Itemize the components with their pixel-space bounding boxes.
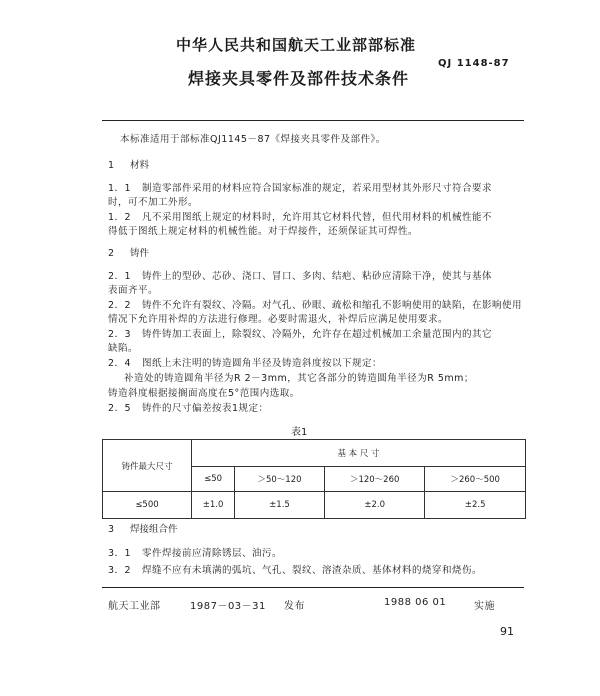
section-3-title: 焊接组合件 [130, 524, 178, 535]
clause-2-3-line-1: 铸件铸加工表面上，除裂纹、冷隔外，允许存在超过机械加工余量范围内的其它 [142, 329, 493, 340]
table-group-header: 基 本 尺 寸 [192, 440, 526, 467]
clause-2-1-line-2: 表面齐平。 [108, 285, 159, 296]
clause-1-1-line-1: 制造零部件采用的材料应符合国家标准的规定，若采用型材其外形尺寸符合要求 [142, 183, 493, 194]
clause-2-3-line-2: 缺陷。 [108, 343, 139, 354]
section-3-heading [108, 521, 178, 535]
table-col-header: ≤50 [192, 467, 235, 492]
section-3-number: 3 [108, 524, 115, 535]
table-row [103, 492, 526, 519]
clause-3-2 [108, 562, 482, 576]
clause-1-2-line-2: 得低于图纸上规定材料的机械性能。对于焊接件，还须保证其可焊性。 [108, 226, 419, 237]
clause-1-2-line-1: 凡不采用图纸上规定的材料时，允许用其它材料代替，但代用材料的机械性能不 [142, 212, 493, 223]
footer-issue-date: 1987－03－31 [190, 601, 266, 612]
section-1-heading [108, 157, 149, 171]
clause-2-5-number: 2．5 [108, 403, 132, 414]
section-2-number: 2 [108, 248, 115, 259]
table-col-header: ＞260～500 [425, 467, 526, 492]
clause-1-2-number: 1．2 [108, 212, 132, 223]
clause-2-3-number: 2．3 [108, 329, 132, 340]
clause-2-5 [108, 400, 269, 414]
clause-2-3 [108, 326, 492, 340]
clause-2-1-number: 2．1 [108, 271, 132, 282]
clause-2-5-text: 铸件的尺寸偏差按表1规定： [142, 403, 269, 414]
clause-2-2-line-1: 铸件不允许有裂纹、冷隔。对气孔、砂眼、疏松和缩孔不影响使用的缺陷，在影响使用 [142, 300, 523, 311]
clause-2-4-extra-2: 铸造斜度根据接搁面高度在5°范围内选取。 [108, 388, 300, 399]
footer-issue-label: 发布 [284, 601, 305, 612]
section-1-number: 1 [108, 160, 115, 171]
table-col-header: ＞120～260 [324, 467, 425, 492]
clause-1-1-line-2: 时，可不加工外形。 [108, 197, 199, 208]
tolerance-table [102, 439, 526, 519]
clause-1-2 [108, 209, 492, 223]
standard-code: QJ 1148-87 [438, 58, 510, 69]
clause-2-4-number: 2．4 [108, 358, 132, 369]
section-2-heading [108, 245, 149, 259]
clause-1-1-number: 1．1 [108, 183, 132, 194]
clause-3-1 [108, 545, 282, 559]
intro-paragraph: 本标准适用于部标准QJ1145－87《焊接夹具零件及部件》。 [120, 134, 386, 145]
clause-3-2-number: 3．2 [108, 565, 132, 576]
clause-1-1 [108, 180, 492, 194]
header-rule [102, 120, 524, 121]
section-1-title: 材料 [130, 160, 150, 171]
table-cell: ±1.5 [235, 492, 325, 519]
table-col-header: ＞50～120 [235, 467, 325, 492]
clause-3-1-line-1: 零件焊接前应清除锈层、油污。 [142, 548, 283, 559]
clause-2-4-line-1: 图纸上未注明的铸造圆角半径及铸造斜度按以下规定： [142, 358, 383, 369]
clause-2-4-extra-1: 补造处的铸造圆角半径为R 2－3mm，其它各部分的铸造圆角半径为R 5mm； [124, 373, 474, 384]
table-corner-label: 铸件最大尺寸 [103, 440, 192, 492]
clause-2-1-line-1: 铸件上的型砂、芯砂、浇口、冒口、多肉、结疤、粘砂应清除干净，使其与基体 [142, 271, 493, 282]
footer-rule [102, 587, 524, 588]
table-cell: ±2.5 [425, 492, 526, 519]
table-cell: ±1.0 [192, 492, 235, 519]
clause-2-2 [108, 297, 522, 311]
footer-impl-date: 1988 06 01 [384, 597, 447, 608]
standard-title: 中华人民共和国航天工业部部标准 [176, 36, 417, 54]
clause-3-2-line-1: 焊缝不应有未填满的弧坑、气孔、裂纹、溶渣杂质、基体材料的烧穿和烧伤。 [142, 565, 483, 576]
footer-issuer: 航天工业部 [108, 601, 161, 612]
document-title: 焊接夹具零件及部件技术条件 [188, 69, 410, 88]
table-cell: ±2.0 [324, 492, 425, 519]
clause-2-1 [108, 268, 492, 282]
section-2-title: 铸件 [130, 248, 150, 259]
table-row-label: ≤500 [103, 492, 192, 519]
clause-2-2-line-2: 情况下允许用补焊的方法进行修理。必要时需退火，补焊后应满足使用要求。 [108, 314, 449, 325]
clause-2-4 [108, 355, 382, 369]
clause-3-1-number: 3．1 [108, 548, 132, 559]
page-number: 91 [500, 625, 514, 638]
footer-impl-label: 实施 [474, 601, 495, 612]
table-caption: 表1 [291, 427, 308, 438]
clause-2-2-number: 2．2 [108, 300, 132, 311]
